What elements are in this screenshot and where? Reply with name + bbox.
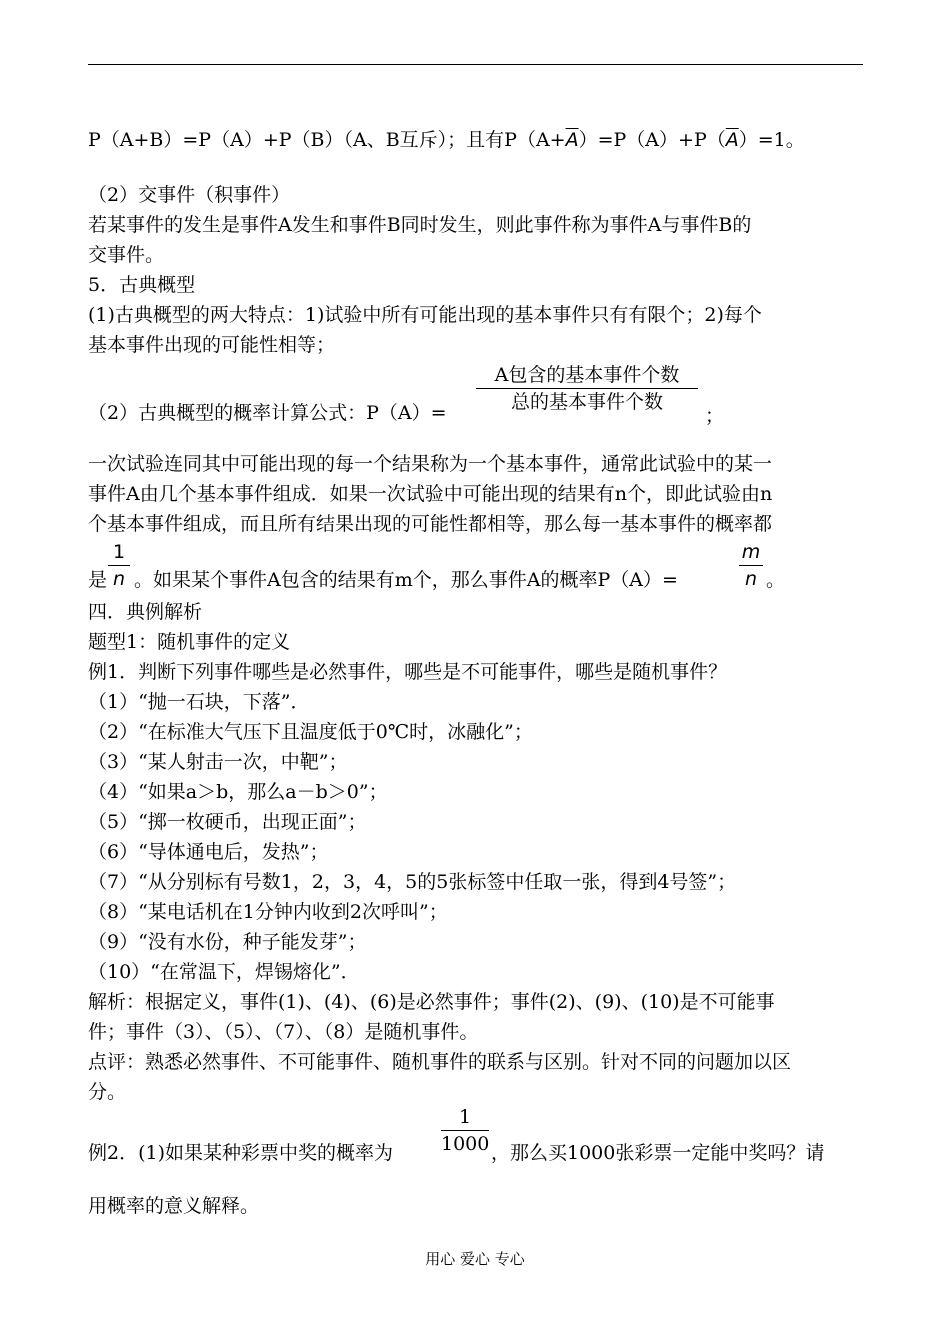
fraction-numerator: A包含的基本事件个数 (494, 364, 680, 386)
classical-heading: 5．古典概型 (88, 274, 196, 296)
analysis-text: 件；事件（3）、（5）、（7）、（8）是随机事件。 (88, 1021, 479, 1043)
formula-tail: ； (705, 405, 725, 427)
complement-a: $\overline{A}$ (565, 129, 579, 151)
intersect-text: 交事件。 (88, 244, 165, 266)
classical-features: 基本事件出现的可能性相等； (88, 334, 336, 356)
paragraph-line: 一次试验连同其中可能出现的每一个结果称为一个基本事件，通常此试验中的某一 (88, 453, 773, 475)
page-footer: 用心 爱心 专心 (425, 1250, 525, 1268)
header-rule (88, 64, 863, 65)
fraction-bar (441, 1130, 489, 1131)
list-item: （8）“某电话机在1分钟内收到2次呼叫”； (88, 901, 448, 923)
list-item: （3）“某人射击一次，中靶”； (88, 751, 348, 773)
comment-text: 分。 (88, 1081, 127, 1103)
example-question: 例1．判断下列事件哪些是必然事件，哪些是不可能事件，哪些是随机事件？ (88, 661, 728, 683)
text-segment: P（A+B）=P（A）+P（B）（A、B互斥）；且有P（A+ (88, 129, 566, 151)
comment-text: 点评：熟悉必然事件、不可能事件、随机事件的联系与区别。针对不同的问题加以区 (88, 1051, 792, 1073)
intersect-text: 若某事件的发生是事件A发生和事件B同时发生，则此事件称为事件A与事件B的 (88, 214, 752, 236)
fraction-bar (108, 565, 130, 566)
fraction-numerator: 1 (458, 1106, 472, 1128)
formula-label: （2）古典概型的概率计算公式：P（A）= (88, 402, 447, 424)
section-heading: 四．典例解析 (88, 601, 203, 623)
list-item: （4）“如果a＞b，那么a－b＞0”； (88, 781, 388, 803)
fraction-one-over-thousand (441, 1105, 489, 1156)
fraction-bar (476, 388, 698, 389)
fraction-denominator: 1000 (441, 1133, 490, 1155)
paragraph-line: 个基本事件组成，而且所有结果出现的可能性都相等，那么每一基本事件的概率都 (88, 513, 773, 535)
fraction-bar (739, 565, 763, 566)
paragraph-line: 事件A由几个基本事件组成．如果一次试验中可能出现的结果有n个，即此试验由n (88, 483, 773, 505)
list-item: （7）“从分别标有号数1，2，3，4，5的5张标签中任取一张，得到4号签”； (88, 871, 737, 893)
example-2-line: ，那么买1000张彩票一定能中奖吗？请 (491, 1142, 825, 1164)
list-item: （6）“导体通电后，发热”； (88, 841, 329, 863)
example-2-line: 例2．(1)如果某种彩票中奖的概率为 (88, 1142, 394, 1164)
paragraph-line: 是 (88, 569, 108, 591)
list-item: （2）“在标准大气压下且温度低于0℃时，冰融化”； (88, 721, 533, 743)
text-segment: ）=P（A）+P（ (578, 129, 726, 151)
complement-a: $\overline{A}$ (725, 129, 739, 151)
text-segment: ）=1。 (738, 129, 805, 151)
list-item: （9）“没有水份，种子能发芽”； (88, 931, 367, 953)
fraction-m-over-n (739, 540, 763, 591)
list-item: （5）“掷一枚硬币，出现正面”； (88, 811, 367, 833)
fraction-denominator: n (112, 568, 126, 590)
list-item: （1）“抛一石块，下落”． (88, 691, 310, 713)
union-formula-line (88, 128, 805, 152)
paragraph-line: 。 (766, 569, 786, 591)
classical-features: (1)古典概型的两大特点：1)试验中所有可能出现的基本事件只有有限个；2)每个 (88, 304, 762, 326)
list-item: （10）“在常温下，焊锡熔化”． (88, 961, 360, 983)
fraction-numerator: m (741, 541, 761, 563)
intersect-heading: （2）交事件（积事件） (88, 184, 291, 206)
fraction-denominator: 总的基本事件个数 (510, 391, 663, 413)
fraction-numerator: 1 (112, 541, 126, 563)
fraction-denominator: n (744, 568, 758, 590)
analysis-text: 解析：根据定义，事件(1)、(4)、(6)是必然事件；事件(2)、(9)、(10)是不可能事 (88, 991, 775, 1013)
fraction-one-over-n (108, 540, 130, 591)
probability-fraction (476, 363, 698, 414)
example-2-line: 用概率的意义解释。 (88, 1195, 260, 1217)
paragraph-line: 。如果某个事件A包含的结果有m个，那么事件A的概率P（A）= (134, 569, 678, 591)
question-type-heading: 题型1：随机事件的定义 (88, 631, 291, 653)
